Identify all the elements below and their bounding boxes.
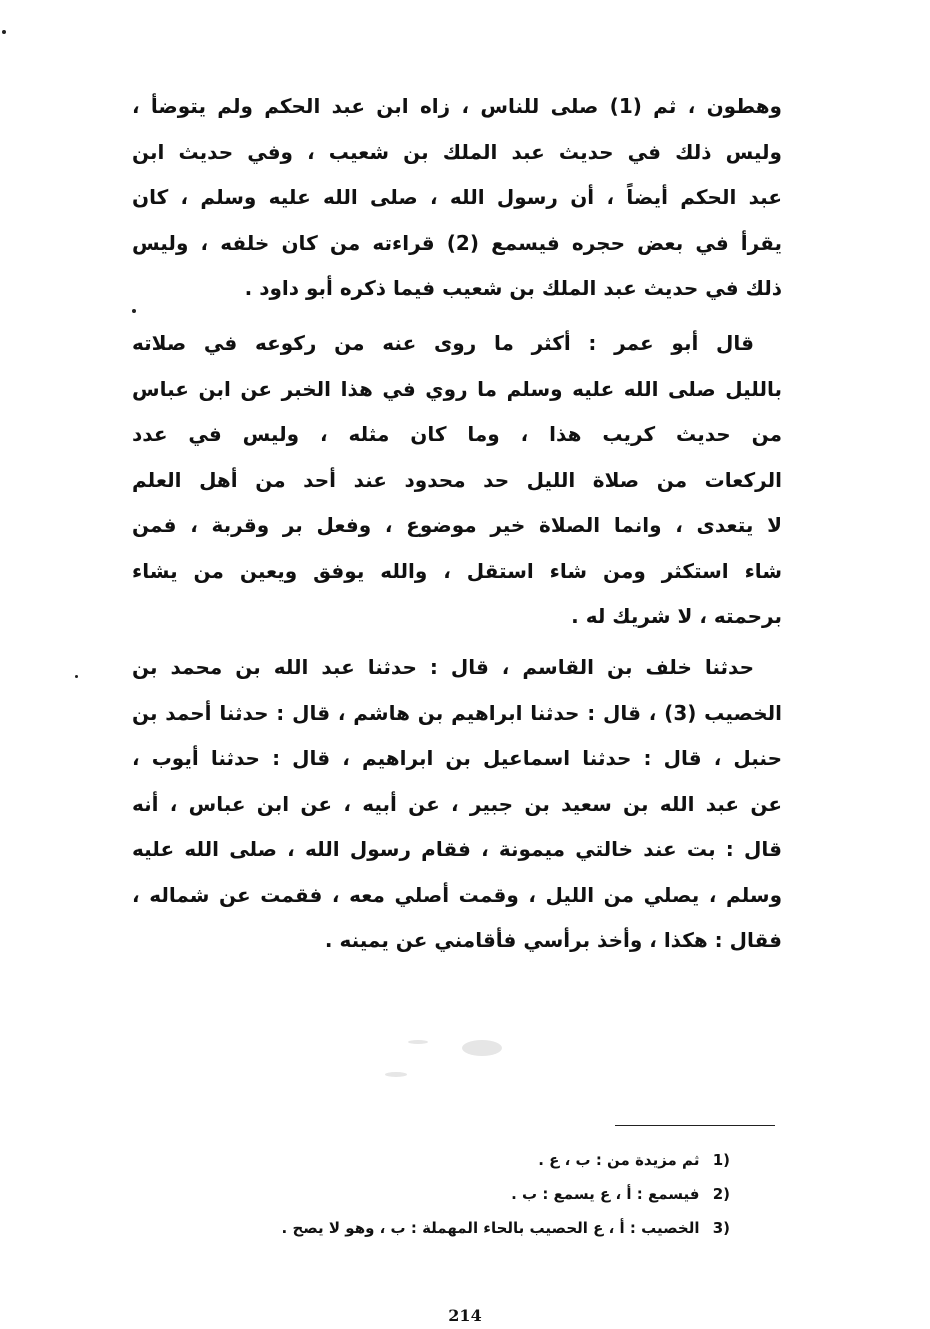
text-line: عبد الحكم أيضاً ، أن رسول الله ، صلى الله عليه وسلم ، كان — [132, 185, 782, 209]
footnote-text: فيسمع : أ ، ع يسمع : ب . — [511, 1185, 700, 1203]
footnote-number: (3 — [712, 1219, 730, 1237]
scan-speck — [132, 309, 136, 313]
paragraph-3 — [132, 645, 782, 964]
text-line: شاء استكثر ومن شاء استقل ، والله يوفق ويعين من يشاء — [132, 558, 782, 583]
scan-speck — [2, 30, 6, 34]
text-line: ذلك في حديث عبد الملك بن شعيب فيما ذكره أبو داود . — [244, 276, 782, 300]
footnote-1 — [180, 1143, 730, 1177]
text-line: قال أبو عمر : أكثر ما روى عنه من ركوعه في صلاته — [132, 331, 754, 355]
text-line: وسلم ، يصلي من الليل ، وقمت أصلي معه ، فقمت عن شماله ، — [132, 882, 782, 907]
paragraph-2 — [132, 321, 782, 640]
page-number: 214 — [448, 1306, 482, 1325]
scan-smudge — [385, 1072, 407, 1077]
footnote-divider — [615, 1125, 775, 1126]
footnote-2 — [180, 1177, 730, 1211]
scan-smudge — [408, 1040, 428, 1044]
text-line: الركعات من صلاة الليل حد محدود عند أحد من أهل العلم — [132, 467, 782, 492]
text-line: وليس ذلك في حديث عبد الملك بن شعيب ، وفي حديث ابن — [132, 139, 782, 164]
scan-smudge — [462, 1040, 502, 1056]
text-line: وهطون ، ثم (1) صلى للناس ، زاه ابن عبد الحكم ولم يتوضأ ، — [132, 94, 782, 118]
text-line: حنبل ، قال : حدثنا اسماعيل بن ابراهيم ، قال : حدثنا أيوب ، — [132, 746, 782, 770]
text-line: من حديث كريب هذا ، وما كان مثله ، وليس في عدد — [132, 422, 782, 446]
footnote-3 — [180, 1211, 730, 1245]
text-line: لا يتعدى ، وانما الصلاة خير موضوع ، وفعل بر وقربة ، فمن — [132, 513, 782, 537]
text-line: الخصيب (3) ، قال : حدثنا ابراهيم بن هاشم ، قال : حدثنا أحمد بن — [132, 700, 782, 725]
text-line: بالليل صلى الله عليه وسلم ما روي في هذا الخبر عن ابن عباس — [132, 376, 782, 401]
scan-speck — [75, 675, 78, 678]
footnote-text: الخصيب : أ ، ع الحصيب بالحاء المهملة : ب ، وهو لا يصح . — [281, 1219, 700, 1237]
text-line: فقال : هكذا ، وأخذ برأسي فأقامني عن يمينه . — [324, 928, 782, 952]
footnote-number: (1 — [712, 1151, 730, 1169]
text-line: عن عبد الله بن سعيد بن جبير ، عن أبيه ، عن ابن عباس ، أنه — [132, 791, 782, 816]
text-line: يقرأ في بعض حجره فيسمع (2) قراءته من كان خلفه ، وليس — [132, 230, 783, 255]
text-line: برحمته ، لا شريك له . — [571, 604, 782, 628]
footnote-text: ثم مزيدة من : ب ، ع . — [538, 1151, 700, 1169]
text-line: قال : بت عند خالتي ميمونة ، فقام رسول الله ، صلى الله عليه — [132, 837, 782, 861]
text-line: حدثنا خلف بن القاسم ، قال : حدثنا عبد الله بن محمد بن — [132, 655, 754, 679]
footnote-number: (2 — [712, 1185, 730, 1203]
footnotes — [180, 1143, 730, 1245]
paragraph-1 — [132, 84, 782, 312]
